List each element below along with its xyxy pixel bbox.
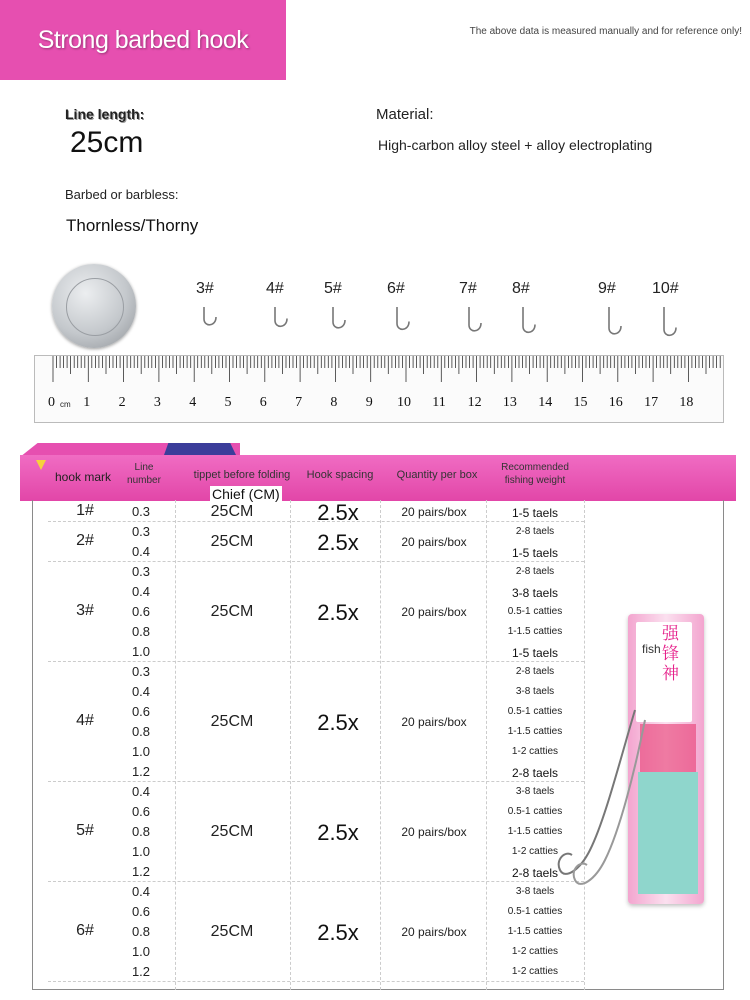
line-number-cell: 0.8 <box>131 724 151 739</box>
hook-spacing-cell: 2.5x <box>317 820 359 845</box>
line-number-cell: 0.8 <box>131 624 151 639</box>
recommended-weight-cell: 1-2 catties <box>511 966 559 977</box>
line-number-cell: 1.0 <box>131 944 151 959</box>
tippet-length-cell: 25CM <box>210 533 254 550</box>
ruler-ticks <box>35 356 723 422</box>
recommended-weight-cell: 1-1.5 catties <box>507 626 563 637</box>
line-number-cell: 0.4 <box>131 684 151 699</box>
ruler-number: 5 <box>224 395 232 410</box>
line-number-cell: 0.8 <box>131 824 151 839</box>
header-quantity: Quantity per box <box>396 469 478 481</box>
fishing-hook-icon <box>269 305 295 339</box>
line-number-cell: 1.0 <box>131 744 151 759</box>
column-divider <box>486 500 487 990</box>
ruler-number: 8 <box>330 395 338 410</box>
recommended-weight-cell: 1-5 taels <box>511 506 559 520</box>
recommended-weight-cell: 1-1.5 catties <box>507 926 563 937</box>
recommended-weight-cell: 0.5-1 catties <box>507 606 563 617</box>
ruler-number: 10 <box>397 395 411 410</box>
ruler-number: 3 <box>153 395 161 410</box>
tippet-length-cell: 25CM <box>210 503 254 520</box>
line-number-cell: 0.6 <box>131 604 151 619</box>
line-number-cell: 0.3 <box>131 564 151 579</box>
hook-mark-cell: 3# <box>76 602 94 619</box>
barbed-value: Thornless/Thorny <box>66 216 199 235</box>
column-divider <box>175 500 176 990</box>
ruler-number: 2 <box>118 395 126 410</box>
recommended-weight-cell: 2-8 taels <box>515 566 555 577</box>
quantity-cell: 20 pairs/box <box>401 535 467 549</box>
line-number-cell: 1.0 <box>131 644 151 659</box>
line-number-cell: 0.6 <box>131 704 151 719</box>
tippet-length-cell: 25CM <box>210 603 254 620</box>
hook-mark-cell: 2# <box>76 532 94 549</box>
recommended-weight-cell: 2-8 taels <box>511 766 559 780</box>
ruler-number: 17 <box>644 395 659 410</box>
quantity-cell: 20 pairs/box <box>401 605 467 619</box>
recommended-weight-cell: 2-8 taels <box>515 526 555 537</box>
hook-mark-cell: 4# <box>76 712 94 729</box>
line-number-cell: 0.4 <box>131 584 151 599</box>
group-divider <box>48 561 584 562</box>
ruler-unit: cm <box>60 400 71 409</box>
material-value: High-carbon alloy steel + alloy electroplating <box>378 137 653 153</box>
line-number-cell: 0.6 <box>131 904 151 919</box>
line-number-cell: 1.2 <box>131 864 151 879</box>
header-tippet: tippet before folding <box>193 469 291 481</box>
recommended-weight-cell: 1-1.5 catties <box>507 726 563 737</box>
hook-size-label: 5# <box>324 280 342 297</box>
hook-size-label: 9# <box>598 280 616 297</box>
page-title: Strong barbed hook <box>37 25 249 54</box>
coin-flower-emblem <box>66 278 124 336</box>
hook-spacing-cell: 2.5x <box>317 500 359 525</box>
line-number-cell: 0.4 <box>131 544 151 559</box>
recommended-weight-cell: 2-8 taels <box>515 666 555 677</box>
line-number-cell: 0.8 <box>131 924 151 939</box>
line-number-cell: 0.4 <box>131 784 151 799</box>
hook-size-label: 6# <box>387 280 405 297</box>
header-line-number: Line number <box>127 462 161 486</box>
hook-size-label: 8# <box>512 280 530 297</box>
column-divider <box>380 500 381 990</box>
reference-note: The above data is measured manually and for reference only! <box>469 26 742 37</box>
group-divider <box>48 981 584 982</box>
group-divider <box>48 521 584 522</box>
header-weight: Recommended fishing weight <box>501 462 569 486</box>
line-number-cell: 0.6 <box>131 804 151 819</box>
recommended-weight-cell: 1-5 taels <box>511 646 559 660</box>
ruler-number: 4 <box>189 395 197 410</box>
hook-spacing-cell: 2.5x <box>317 710 359 735</box>
tippet-length-cell: 25CM <box>210 923 254 940</box>
line-number-cell: 1.2 <box>131 964 151 979</box>
line-number-cell: 0.3 <box>131 504 151 519</box>
quantity-cell: 20 pairs/box <box>401 825 467 839</box>
recommended-weight-cell: 3-8 taels <box>515 886 555 897</box>
package-brand: 强锋神 <box>662 624 679 684</box>
recommended-weight-cell: 1-2 catties <box>511 746 559 757</box>
ruler-number: 9 <box>365 395 373 410</box>
ruler-number: 7 <box>295 395 303 410</box>
recommended-weight-cell: 0.5-1 catties <box>507 906 563 917</box>
line-number-cell: 1.2 <box>131 764 151 779</box>
hook-size-label: 10# <box>652 280 679 297</box>
group-divider <box>48 881 584 882</box>
ruler <box>34 355 724 423</box>
ruler-number: 6 <box>259 395 267 410</box>
ruler-number: 13 <box>502 395 517 410</box>
column-divider <box>290 500 291 990</box>
table-tab-accent <box>164 443 236 455</box>
line-number-cell: 1.0 <box>131 844 151 859</box>
header-hook-mark: hook mark <box>54 470 112 484</box>
ruler-number: 18 <box>679 395 694 410</box>
hook-size-label: 4# <box>266 280 284 297</box>
header-hook-spacing: Hook spacing <box>306 469 374 481</box>
header-chief: Chief (CM) <box>212 486 280 502</box>
ruler-number: 11 <box>432 395 446 410</box>
ruler-number: 16 <box>608 395 623 410</box>
hook-spacing-cell: 2.5x <box>317 600 359 625</box>
hook-size-label: 7# <box>459 280 477 297</box>
recommended-weight-cell: 3-8 taels <box>511 586 559 600</box>
ruler-number: 12 <box>467 395 482 410</box>
recommended-weight-cell: 3-8 taels <box>515 786 555 797</box>
recommended-weight-cell: 3-8 taels <box>515 686 555 697</box>
fishing-hook-icon <box>658 305 684 339</box>
recommended-weight-cell: 0.5-1 catties <box>507 706 563 717</box>
hook-mark-cell: 1# <box>76 502 94 519</box>
quantity-cell: 20 pairs/box <box>401 715 467 729</box>
tippet-length-cell: 25CM <box>210 823 254 840</box>
line-number-cell: 0.4 <box>131 884 151 899</box>
ruler-number: 14 <box>538 395 553 410</box>
fishing-hook-icon <box>391 305 417 339</box>
barbed-label: Barbed or barbless: <box>65 187 179 202</box>
fishing-hook-icon <box>327 305 353 339</box>
recommended-weight-cell: 2-8 taels <box>511 866 559 880</box>
line-number-cell: 0.3 <box>131 524 151 539</box>
quantity-cell: 20 pairs/box <box>401 505 467 519</box>
recommended-weight-cell: 1-2 catties <box>511 846 559 857</box>
hook-spacing-cell: 2.5x <box>317 530 359 555</box>
hook-size-label: 3# <box>196 280 214 297</box>
tippet-length-cell: 25CM <box>210 713 254 730</box>
fishing-hook-icon <box>603 305 629 339</box>
fishing-hook-icon <box>198 305 224 339</box>
hook-spacing-cell: 2.5x <box>317 920 359 945</box>
line-length-value: 25cm <box>70 126 144 159</box>
package-fish-label: fish <box>642 642 661 656</box>
ruler-number: 15 <box>573 395 588 410</box>
material-label: Material: <box>376 106 434 123</box>
recommended-weight-cell: 1-1.5 catties <box>507 826 563 837</box>
quantity-cell: 20 pairs/box <box>401 925 467 939</box>
recommended-weight-cell: 0.5-1 catties <box>507 806 563 817</box>
fishing-hook-icon <box>463 305 489 339</box>
recommended-weight-cell: 1-2 catties <box>511 946 559 957</box>
ruler-number: 1 <box>83 395 91 410</box>
hook-mark-cell: 6# <box>76 922 94 939</box>
ruler-number: 0 <box>48 395 55 410</box>
line-number-cell: 0.3 <box>131 664 151 679</box>
snelled-hook-image <box>550 700 670 900</box>
group-divider <box>48 661 584 662</box>
group-divider <box>48 781 584 782</box>
hook-mark-cell: 5# <box>76 822 94 839</box>
fishing-hook-icon <box>517 305 543 339</box>
line-length-label: Line length: <box>65 106 145 122</box>
recommended-weight-cell: 1-5 taels <box>511 546 559 560</box>
